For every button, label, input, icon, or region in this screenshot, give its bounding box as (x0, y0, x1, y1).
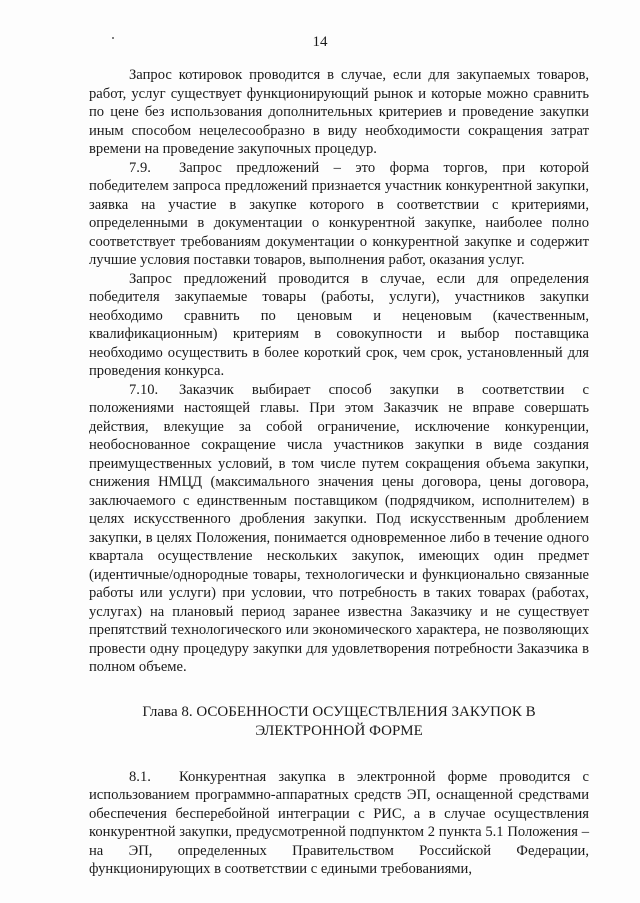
paragraph (89, 66, 589, 159)
page-number: 14 (312, 34, 328, 50)
chapter-heading-line: ЭЛЕКТРОННОЙ ФОРМЕ (255, 722, 423, 739)
paragraph (89, 270, 589, 381)
paragraph-text: Конкурентная закупка в электронной форме проводится с использованием программно-аппаратных средств ЭП, оснащенной средствами обеспечения бесперебойной интеграции с РИС, а в случае осуществления конкурентной закупки, предусмотренной подпунктом 2 пункта 5.1 Положения – на ЭП, определенных Правительством Российской Федерации, функционирующих в соответствии с едиными требованиями, (89, 768, 589, 877)
paragraph-8-1 (89, 768, 589, 879)
paragraph-text: Заказчик выбирает способ закупки в соответствии с положениями настоящей главы. При этом Заказчик не вправе совершать действия, влекущие за собой ограничение, исключение конкуренции, необоснованное сокращение числа участников закупки в виде создания преимущественных условий, в том числе путем сокращения объема закупки, снижения НМЦД (максимального значения цены договора, цены договора, заключаемого с единственным поставщиком (подрядчиком, исполнителем) в целях искусственного дробления закупки. Под искусственным дроблением закупки, в целях Положения, понимается одновременное либо в течение одного квартала осуществление нескольких закупок, имеющих один предмет (идентичные/однородные товары, технологически и функционально связанные работы или услуги) при условии, что потребность в таких товарах (работах, услугах) на плановый период заранее известна Заказчику и не существует препятствий технологического или экономического характера, не позволяющих провести одну процедуру закупки для удовлетворения потребности Заказчика в полном объеме. (89, 381, 589, 675)
paragraph-7-9 (89, 159, 589, 270)
paragraph-7-10 (89, 381, 589, 677)
clause-number: 8.1. (129, 768, 151, 785)
clause-number: 7.9. (129, 159, 151, 176)
paragraph-text: Запрос предложений проводится в случае, если для определения победителя закупаемые товары (работы, услуги), участников закупки необходимо сравнить по ценовым и неценовым (качественным, квалификационным) критериям в совокупности и выбор поставщика необходимо осуществить в более короткий срок, чем срок, установленный для проведения конкурса. (89, 270, 589, 379)
chapter-heading (89, 703, 589, 741)
paragraph-text: Запрос предложений – это форма торгов, при которой победителем запроса предложений признается участник конкурентной закупки, заявка на участие в закупке которого в соответствии с критериями, определенными в документации о конкурентной закупке, наиболее полно соответствует требованиям документации о конкурентной закупке и содержит лучшие условия поставки товаров, выполнения работ, оказания услуг. (89, 159, 589, 268)
document-body (89, 66, 589, 879)
clause-number: 7.10. (129, 381, 159, 398)
chapter-heading-line: Глава 8. ОСОБЕННОСТИ ОСУЩЕСТВЛЕНИЯ ЗАКУПОК В (142, 703, 536, 720)
paragraph-text: Запрос котировок проводится в случае, если для закупаемых товаров, работ, услуг существует функционирующий рынок и которые можно сравнить по цене без использования дополнительных критериев и проведение закупки иным способом нецелесообразно в виду необходимости сокращения затрат времени на проведение закупочных процедур. (89, 67, 589, 157)
